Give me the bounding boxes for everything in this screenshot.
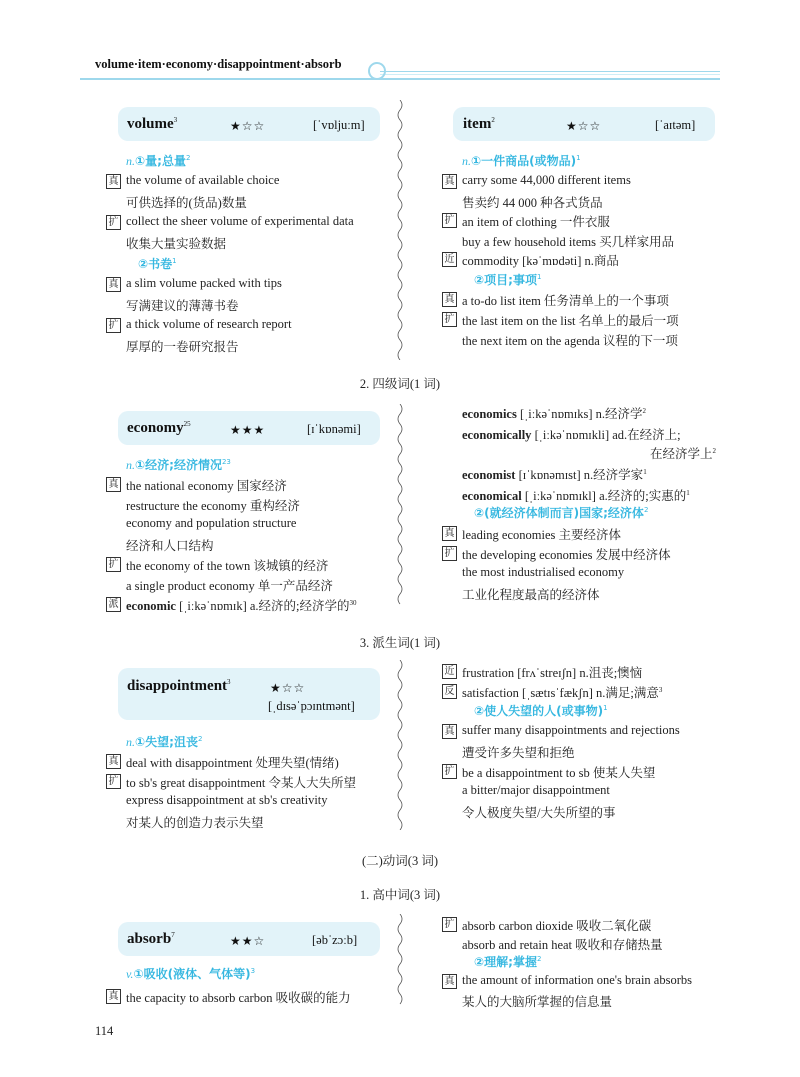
example-translation: 售卖约 44 000 种各式货品 [462,196,603,210]
tag-kuo: 扩 [442,764,457,779]
frequency-stars: ★☆☆ [230,119,266,133]
example: a single product economy 单一产品经济 [126,579,333,593]
tag-zhen: 真 [442,974,457,989]
example: a thick volume of research report [126,317,292,331]
headword-item: item$^2$ [463,116,495,132]
tag-fan: 反 [442,684,457,699]
definition: n.①一件商品(或物品)$^1$ [462,154,581,168]
tag-kuo: 扩 [442,917,457,932]
tag-kuo: 扩 [442,213,457,228]
frequency-stars: ★★☆ [230,934,266,948]
example: absorb and retain heat 吸收和存储热量 [462,938,663,952]
derivative: economically [ˌiːkəˈnɒmɪkli] ad.在经济上; [462,428,681,442]
headword-economy: economy$^{25}$ [127,420,191,436]
example: the economy of the town 该城镇的经济 [126,559,329,573]
frequency-stars: ★☆☆ [270,681,306,695]
definition: n.①失望;沮丧$^2$ [126,735,203,749]
example: buy a few household items 买几样家用品 [462,235,675,249]
example: to sb's great disappointment 令某人大失所望 [126,776,357,790]
column-divider [396,914,404,1009]
example: leading economies 主要经济体 [462,528,621,542]
example-translation: 工业化程度最高的经济体 [462,588,600,602]
headword-volume: volume$^3$ [127,116,178,132]
derivative: economics [ˌiːkəˈnɒmɪks] n.经济学$^2$ [462,406,646,421]
tag-zhen: 真 [442,174,457,189]
section-heading: 3. 派生词(1 词) [359,636,441,650]
phonetic: [əbˈzɔːb] [312,933,358,947]
example: economy and population structure [126,516,297,530]
example-translation: 令人极度失望/大失所望的事 [462,806,616,820]
definition: ②(就经济体制而言)国家;经济体$^2$ [474,506,649,520]
example-translation: 收集大量实验数据 [126,237,227,251]
tag-zhen: 真 [442,292,457,307]
tag-kuo: 扩 [106,215,121,230]
section-heading: (二)动词(3 词) [361,854,439,868]
example: the volume of available choice [126,173,280,187]
example-translation: 写满建议的薄薄书卷 [126,299,239,313]
example: the developing economies 发展中经济体 [462,548,671,562]
header-rule [380,74,720,75]
header-rule [380,71,720,72]
column-divider [396,100,404,360]
definition: ②书卷$^1$ [138,257,177,271]
phonetic: [ˌdɪsəˈpɔɪntmənt] [268,699,355,713]
example: an item of clothing 一件衣服 [462,215,610,229]
definition: ②项目;事项$^1$ [474,273,542,287]
tag-kuo: 扩 [442,312,457,327]
page-header-title: volume·item·economy·disappointment·absorb [95,57,342,71]
example: a slim volume packed with tips [126,276,282,290]
definition: n.①经济;经济情况$^{23}$ [126,458,231,472]
phonetic: [ˈaɪtəm] [655,118,696,132]
synonym: commodity [kəˈmɒdəti] n.商品 [462,254,619,268]
derivative: economic [ˌiːkəˈnɒmɪk] a.经济的;经济学的$^{30}$ [126,598,357,613]
tag-zhen: 真 [106,754,121,769]
example: deal with disappointment 处理失望(情绪) [126,756,339,770]
example: carry some 44,000 different items [462,173,631,187]
example-translation: 厚厚的一卷研究报告 [126,340,239,354]
headword-absorb: absorb$^7$ [127,931,175,947]
column-divider [396,660,404,830]
tag-kuo: 扩 [106,318,121,333]
example: absorb carbon dioxide 吸收二氧化碳 [462,919,652,933]
tag-zhen: 真 [106,174,121,189]
example: the amount of information one's brain absorbs [462,973,692,987]
tag-zhen: 真 [106,277,121,292]
example: be a disappointment to sb 使某人失望 [462,766,656,780]
frequency-stars: ★☆☆ [566,119,602,133]
example: the most industrialised economy [462,565,625,579]
derivative: economical [ˌiːkəˈnɒmɪkl] a.经济的;实惠的$^1$ [462,488,690,503]
tag-kuo: 扩 [106,557,121,572]
synonym: frustration [frʌˈstreɪʃn] n.沮丧;懊恼 [462,666,643,680]
example: a to-do list item 任务清单上的一个事项 [462,294,669,308]
example-translation: 经济和人口结构 [126,539,214,553]
tag-jin: 近 [442,664,457,679]
column-divider [396,404,404,609]
header-rule [80,78,720,80]
example: express disappointment at sb's creativity [126,793,328,807]
frequency-stars: ★★★ [230,423,266,437]
tag-kuo: 扩 [442,546,457,561]
tag-jin: 近 [442,252,457,267]
derivative: economist [ɪˈkɒnəmɪst] n.经济学家$^1$ [462,467,647,482]
headword-disappointment: disappointment$^3$ [127,678,231,694]
example: the next item on the agenda 议程的下一项 [462,334,678,348]
tag-zhen: 真 [442,724,457,739]
phonetic: [ɪˈkɒnəmi] [307,422,361,436]
example-translation: 某人的大脑所掌握的信息量 [462,995,613,1009]
section-heading: 1. 高中词(3 词) [359,888,441,902]
example-translation: 对某人的创造力表示失望 [126,816,264,830]
example: collect the sheer volume of experimental data [126,214,354,228]
example-translation: 遭受许多失望和拒绝 [462,746,575,760]
example: a bitter/major disappointment [462,783,610,797]
example: the national economy 国家经济 [126,479,287,493]
definition: n.①量;总量$^2$ [126,154,191,168]
phonetic: [ˈvɒljuːm] [313,118,365,132]
definition: v.①吸收(液体、气体等)$^3$ [126,967,256,981]
example-translation: 可供选择的(货品)数量 [126,196,247,210]
definition: ②理解;掌握$^2$ [474,955,542,969]
example: the last item on the list 名单上的最后一项 [462,314,679,328]
page-number: 114 [95,1024,114,1038]
section-heading: 2. 四级词(1 词) [359,377,441,391]
definition: ②使人失望的人(或事物)$^1$ [474,704,608,718]
tag-zhen: 真 [106,989,121,1004]
tag-zhen: 真 [106,477,121,492]
tag-pai: 派 [106,597,121,612]
example: the capacity to absorb carbon 吸收碳的能力 [126,991,351,1005]
derivative: 在经济学上$^2$ [650,446,717,461]
tag-kuo: 扩 [106,774,121,789]
antonym: satisfaction [ˌsætɪsˈfækʃn] n.满足;满意$^3$ [462,685,663,700]
example: restructure the economy 重构经济 [126,499,300,513]
example: suffer many disappointments and rejections [462,723,680,737]
tag-zhen: 真 [442,526,457,541]
